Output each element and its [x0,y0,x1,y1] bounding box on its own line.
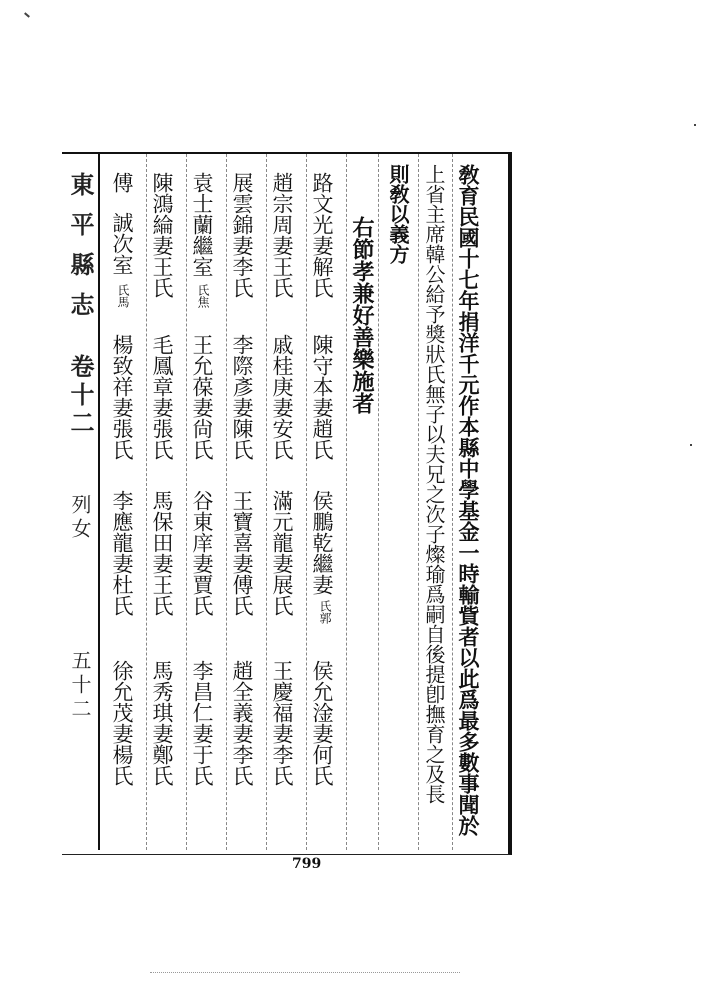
column-divider [186,154,187,850]
entry-name: 徐允茂妻楊氏 [110,660,134,786]
entry-name: 傅 [110,172,134,193]
entry-name: 王慶福妻李氏 [270,660,294,786]
entry-name: 楊致祥妻張氏 [110,334,134,460]
column-divider [306,154,307,850]
column-divider [378,154,379,850]
entry-name: 王寶喜妻傅氏 [230,490,254,616]
main-text-column-3: 則敎以義方 [386,164,410,264]
entry-name: 谷東庠妻賈氏 [190,490,214,616]
entry-name: 趙全義妻李氏 [230,660,254,786]
section-label: 列女 [68,494,92,542]
entry-name: 李昌仁妻于氏 [190,660,214,786]
entry-name: 侯允淦妻何氏 [310,660,334,786]
entry-name: 李應龍妻杜氏 [110,490,134,616]
scan-speck [690,444,692,446]
entry-name: 誠次室 [110,212,134,275]
leaf-number: 五十二 [68,650,92,722]
entry-name: 李際彥妻陳氏 [230,334,254,460]
entry-name: 王允葆妻尙氏 [190,334,214,460]
main-text-column-2: 上省主席韓公給予獎狀氏無子以夫兄之次子燦瑜爲嗣自後提卽撫育之及長 [422,164,446,804]
entry-name: 毛鳳章妻張氏 [150,334,174,460]
entry-name: 展雲錦妻李氏 [230,172,254,298]
scan-speck [694,124,696,126]
entry-name: 侯鵬乾繼妻 [310,490,334,595]
column-divider [418,154,419,850]
column-divider [452,154,453,850]
entry-note: 氏馬 [116,284,130,308]
column-divider [146,154,147,850]
entry-name: 趙宗周妻王氏 [270,172,294,298]
column-divider [266,154,267,850]
main-text-column-1: 敎育民國十七年捐洋千元作本縣中學基金一時輸貲者以此爲最多數事聞於 [456,164,481,836]
entry-name: 戚桂庚妻安氏 [270,334,294,460]
entry-name: 馬秀琪妻鄭氏 [150,660,174,786]
book-title: 東平縣志 [66,172,95,332]
scan-artifact [150,972,460,975]
entry-note: 氏郭 [318,600,332,624]
page-number: 799 [292,856,322,872]
scan-speck [24,12,30,17]
entry-name: 陳守本妻趙氏 [310,334,334,460]
entry-note: 氏焦 [196,284,210,308]
section-heading: 右節孝兼好善樂施者 [349,216,375,414]
entry-name: 滿元龍妻展氏 [270,490,294,616]
volume-label: 卷十二 [66,354,95,438]
entry-name: 陳鴻綸妻王氏 [150,172,174,298]
column-divider [226,154,227,850]
column-divider [346,154,347,850]
entry-name: 路文光妻解氏 [310,172,334,298]
entry-name: 袁士蘭繼室 [190,172,214,277]
entry-name: 馬保田妻王氏 [150,490,174,616]
